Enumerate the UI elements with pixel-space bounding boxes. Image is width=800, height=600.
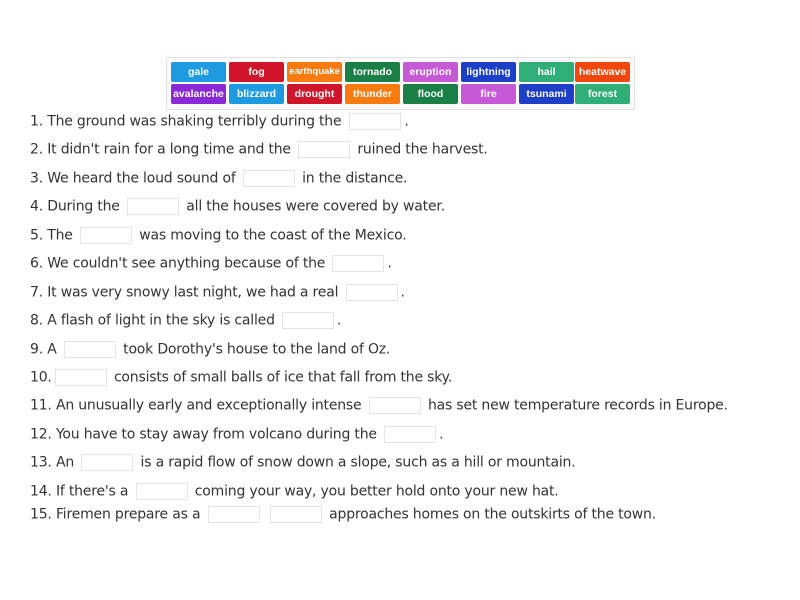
question-text: The ground was shaking terribly during the	[47, 113, 342, 130]
word-tile-fire[interactable]: fire	[461, 84, 516, 104]
question-number: 3.	[30, 170, 43, 187]
question-text: coming your way, you better hold onto your new hat.	[194, 483, 559, 500]
word-tile-hail[interactable]: hail	[519, 62, 574, 82]
answer-blank-7[interactable]	[346, 284, 398, 301]
question-number: 1.	[30, 113, 43, 130]
word-tile-gale[interactable]: gale	[171, 62, 226, 82]
answer-blank-2[interactable]	[298, 141, 350, 158]
question-number: 9.	[30, 341, 43, 358]
word-bank	[166, 57, 635, 110]
question-number: 14.	[30, 483, 52, 500]
question-text: We heard the loud sound of	[47, 170, 236, 187]
answer-blank-13[interactable]	[81, 454, 133, 471]
question-text: A	[47, 341, 57, 358]
question-text: in the distance.	[302, 170, 408, 187]
question-number: 8.	[30, 312, 43, 329]
question-number: 12.	[30, 426, 52, 443]
question-text: took Dorothy's house to the land of Oz.	[123, 341, 391, 358]
answer-blank-10[interactable]	[55, 369, 107, 386]
question-13	[30, 454, 575, 471]
word-tile-earthquake[interactable]: earthquake	[287, 62, 342, 82]
question-text: If there's a	[55, 483, 129, 500]
question-14	[30, 483, 559, 500]
question-number: 2.	[30, 141, 43, 158]
question-4	[30, 198, 445, 215]
question-number: 5.	[30, 227, 43, 244]
answer-blank-15a[interactable]	[208, 506, 260, 523]
question-9	[30, 341, 390, 358]
question-6	[30, 255, 392, 272]
answer-blank-15b[interactable]	[270, 506, 322, 523]
question-15	[30, 506, 656, 523]
question-1	[30, 113, 409, 130]
question-number: 15.	[30, 506, 52, 523]
question-number: 13.	[30, 454, 52, 471]
question-text: approaches homes on the outskirts of the town.	[329, 506, 656, 523]
question-number: 10.	[30, 369, 52, 386]
answer-blank-5[interactable]	[80, 227, 132, 244]
question-text: It was very snowy last night, we had a real	[47, 284, 339, 301]
question-text: An unusually early and exceptionally intense	[55, 397, 362, 414]
question-number: 6.	[30, 255, 43, 272]
question-text: We couldn't see anything because of the	[47, 255, 326, 272]
question-text: During the	[47, 198, 120, 215]
question-5	[30, 227, 406, 244]
question-text: ruined the harvest.	[357, 141, 488, 158]
answer-blank-11[interactable]	[369, 397, 421, 414]
question-text: You have to stay away from volcano during the	[55, 426, 377, 443]
question-text: The	[47, 227, 73, 244]
word-tile-fog[interactable]: fog	[229, 62, 284, 82]
word-tile-tsunami[interactable]: tsunami	[519, 84, 574, 104]
question-text: An	[55, 454, 74, 471]
question-12	[30, 426, 443, 443]
question-text: A flash of light in the sky is called	[47, 312, 275, 329]
question-text: .	[404, 113, 409, 130]
question-number: 11.	[30, 397, 52, 414]
answer-blank-3[interactable]	[243, 170, 295, 187]
question-text: Firemen prepare as a	[55, 506, 201, 523]
question-text: consists of small balls of ice that fall from the sky.	[113, 369, 452, 386]
question-number: 7.	[30, 284, 43, 301]
answer-blank-14[interactable]	[136, 483, 188, 500]
question-8	[30, 312, 341, 329]
word-tile-blizzard[interactable]: blizzard	[229, 84, 284, 104]
question-text: is a rapid flow of snow down a slope, such as a hill or mountain.	[140, 454, 576, 471]
answer-blank-8[interactable]	[282, 312, 334, 329]
question-text: It didn't rain for a long time and the	[47, 141, 291, 158]
word-tile-forest[interactable]: forest	[575, 84, 630, 104]
question-text: .	[400, 284, 405, 301]
question-11	[30, 397, 728, 414]
question-10	[30, 369, 452, 386]
question-text: was moving to the coast of the Mexico.	[139, 227, 407, 244]
word-tile-eruption[interactable]: eruption	[403, 62, 458, 82]
word-tile-avalanche[interactable]: avalanche	[171, 84, 226, 104]
question-7	[30, 284, 405, 301]
question-3	[30, 170, 407, 187]
question-text: .	[387, 255, 392, 272]
question-number: 4.	[30, 198, 43, 215]
question-2	[30, 141, 488, 158]
answer-blank-9[interactable]	[64, 341, 116, 358]
word-tile-heatwave[interactable]: heatwave	[575, 62, 630, 82]
answer-blank-6[interactable]	[332, 255, 384, 272]
question-text: .	[439, 426, 444, 443]
word-tile-drought[interactable]: drought	[287, 84, 342, 104]
word-tile-lightning[interactable]: lightning	[461, 62, 516, 82]
question-text: has set new temperature records in Europe.	[427, 397, 728, 414]
answer-blank-1[interactable]	[349, 113, 401, 130]
word-tile-tornado[interactable]: tornado	[345, 62, 400, 82]
answer-blank-4[interactable]	[127, 198, 179, 215]
question-text: all the houses were covered by water.	[186, 198, 445, 215]
word-tile-flood[interactable]: flood	[403, 84, 458, 104]
answer-blank-12[interactable]	[384, 426, 436, 443]
question-text: .	[337, 312, 342, 329]
word-tile-thunder[interactable]: thunder	[345, 84, 400, 104]
